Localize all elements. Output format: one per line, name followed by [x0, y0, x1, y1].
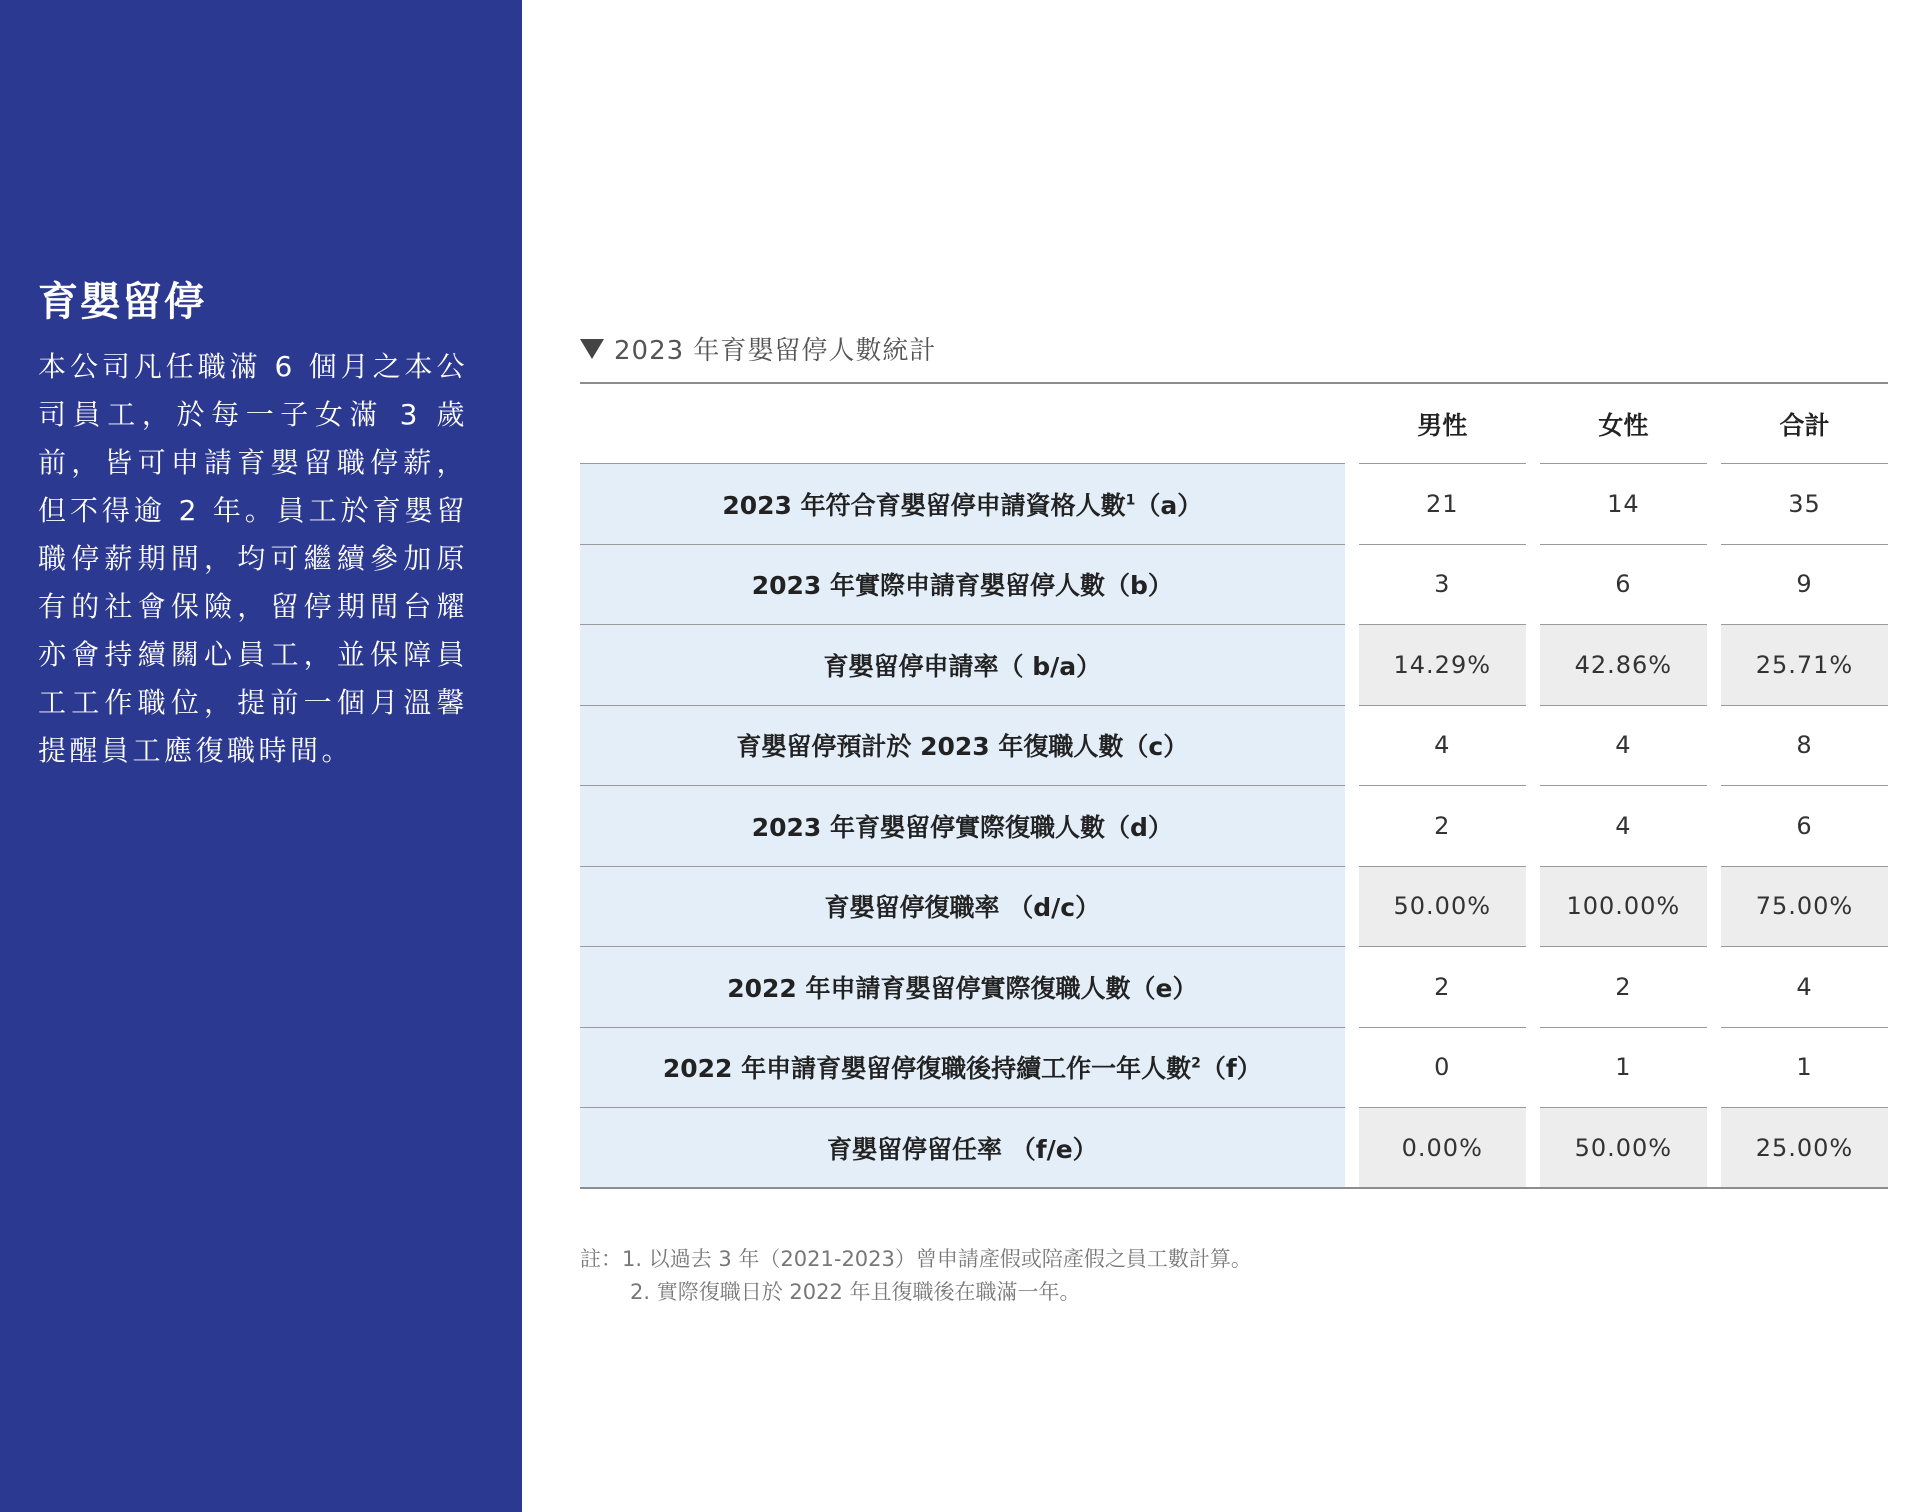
table-row	[580, 1027, 1888, 1108]
row-label-text: 2022 年申請育嬰留停實際復職人數（e）	[727, 973, 1198, 1003]
cell-total: 9	[1721, 544, 1888, 625]
column-gap	[1707, 464, 1721, 545]
row-label-text: 育嬰留停留任率 （f/e）	[827, 1134, 1098, 1164]
row-label	[580, 1027, 1345, 1108]
footnote-marker: 2	[1191, 1055, 1201, 1072]
column-gap	[1707, 947, 1721, 1028]
table-caption	[580, 330, 936, 367]
column-gap	[1345, 383, 1359, 464]
row-label-text: 育嬰留停申請率（ b/a）	[823, 651, 1102, 681]
table-row	[580, 544, 1888, 625]
cell-male: 50.00%	[1359, 866, 1526, 947]
row-label-suffix: （f）	[1200, 1054, 1262, 1084]
row-label	[580, 625, 1345, 706]
cell-total: 25.71%	[1721, 625, 1888, 706]
row-label-text: 2023 年育嬰留停實際復職人數（d）	[751, 812, 1173, 842]
table-row	[580, 866, 1888, 947]
cell-male: 2	[1359, 786, 1526, 867]
cell-total: 25.00%	[1721, 1108, 1888, 1189]
column-gap	[1345, 544, 1359, 625]
column-gap	[1345, 464, 1359, 545]
column-gap	[1707, 383, 1721, 464]
sidebar-panel	[0, 0, 522, 1512]
column-gap	[1526, 786, 1540, 867]
table-row	[580, 464, 1888, 545]
footnote-2: 2. 實際復職日於 2022 年且復職後在職滿一年。	[630, 1280, 1081, 1304]
row-label	[580, 1108, 1345, 1189]
column-gap	[1526, 464, 1540, 545]
row-label-text: 2023 年符合育嬰留停申請資格人數	[722, 490, 1126, 520]
cell-total: 6	[1721, 786, 1888, 867]
column-gap	[1345, 1027, 1359, 1108]
table-row	[580, 786, 1888, 867]
row-label	[580, 705, 1345, 786]
cell-female: 4	[1540, 705, 1707, 786]
row-label	[580, 464, 1345, 545]
table-caption-text: 2023 年育嬰留停人數統計	[614, 336, 937, 366]
column-gap	[1345, 947, 1359, 1028]
triangle-down-icon	[580, 339, 604, 359]
row-label-text: 2023 年實際申請育嬰留停人數（b）	[751, 571, 1173, 601]
cell-female: 1	[1540, 1027, 1707, 1108]
row-label	[580, 866, 1345, 947]
column-gap	[1526, 625, 1540, 706]
row-label-suffix: （a）	[1135, 490, 1203, 520]
row-label-text: 育嬰留停復職率 （d/c）	[824, 893, 1101, 923]
row-label-text: 2022 年申請育嬰留停復職後持續工作一年人數	[662, 1054, 1192, 1084]
header-male: 男性	[1359, 383, 1526, 464]
column-gap	[1707, 705, 1721, 786]
table-header-row	[580, 383, 1888, 464]
row-label	[580, 947, 1345, 1028]
column-gap	[1345, 786, 1359, 867]
table-row	[580, 947, 1888, 1028]
cell-total: 4	[1721, 947, 1888, 1028]
header-total: 合計	[1721, 383, 1888, 464]
cell-male: 21	[1359, 464, 1526, 545]
cell-female: 6	[1540, 544, 1707, 625]
column-gap	[1526, 1108, 1540, 1189]
column-gap	[1526, 383, 1540, 464]
table-row	[580, 625, 1888, 706]
row-label-text: 育嬰留停預計於 2023 年復職人數（c）	[736, 732, 1189, 762]
cell-female: 2	[1540, 947, 1707, 1028]
column-gap	[1526, 866, 1540, 947]
cell-total: 1	[1721, 1027, 1888, 1108]
cell-female: 50.00%	[1540, 1108, 1707, 1189]
table-row	[580, 705, 1888, 786]
column-gap	[1345, 866, 1359, 947]
cell-male: 3	[1359, 544, 1526, 625]
column-gap	[1526, 705, 1540, 786]
column-gap	[1707, 866, 1721, 947]
table-row	[580, 1108, 1888, 1189]
cell-total: 75.00%	[1721, 866, 1888, 947]
cell-female: 14	[1540, 464, 1707, 545]
column-gap	[1707, 1027, 1721, 1108]
column-gap	[1707, 786, 1721, 867]
header-female: 女性	[1540, 383, 1707, 464]
cell-male: 14.29%	[1359, 625, 1526, 706]
cell-male: 0	[1359, 1027, 1526, 1108]
column-gap	[1707, 1108, 1721, 1189]
row-label	[580, 786, 1345, 867]
footnote-1: 註：1. 以過去 3 年（2021-2023）曾申請產假或陪產假之員工數計算。	[580, 1247, 1252, 1271]
cell-total: 8	[1721, 705, 1888, 786]
footnote-marker: 1	[1125, 492, 1136, 509]
column-gap	[1526, 544, 1540, 625]
column-gap	[1345, 1108, 1359, 1189]
column-gap	[1707, 544, 1721, 625]
cell-male: 2	[1359, 947, 1526, 1028]
cell-male: 0.00%	[1359, 1108, 1526, 1189]
section-title: 育嬰留停	[38, 279, 206, 325]
cell-total: 35	[1721, 464, 1888, 545]
column-gap	[1345, 625, 1359, 706]
cell-female: 42.86%	[1540, 625, 1707, 706]
column-gap	[1526, 1027, 1540, 1108]
footnotes	[580, 1243, 1252, 1309]
header-corner	[580, 383, 1345, 464]
cell-female: 100.00%	[1540, 866, 1707, 947]
column-gap	[1707, 625, 1721, 706]
column-gap	[1345, 705, 1359, 786]
row-label	[580, 544, 1345, 625]
cell-female: 4	[1540, 786, 1707, 867]
cell-male: 4	[1359, 705, 1526, 786]
column-gap	[1526, 947, 1540, 1028]
section-body: 本公司凡任職滿 6 個月之本公司員工，於每一子女滿 3 歲前，皆可申請育嬰留職停薪，但不得逾 2 年。員工於育嬰留職停薪期間，均可繼續參加原有的社會保險，留停期間台耀亦會持續關心員工，並保障員工工作職位，提前一個月溫馨提醒員工應復職時間。	[38, 350, 468, 767]
parental-leave-table	[580, 382, 1888, 1189]
